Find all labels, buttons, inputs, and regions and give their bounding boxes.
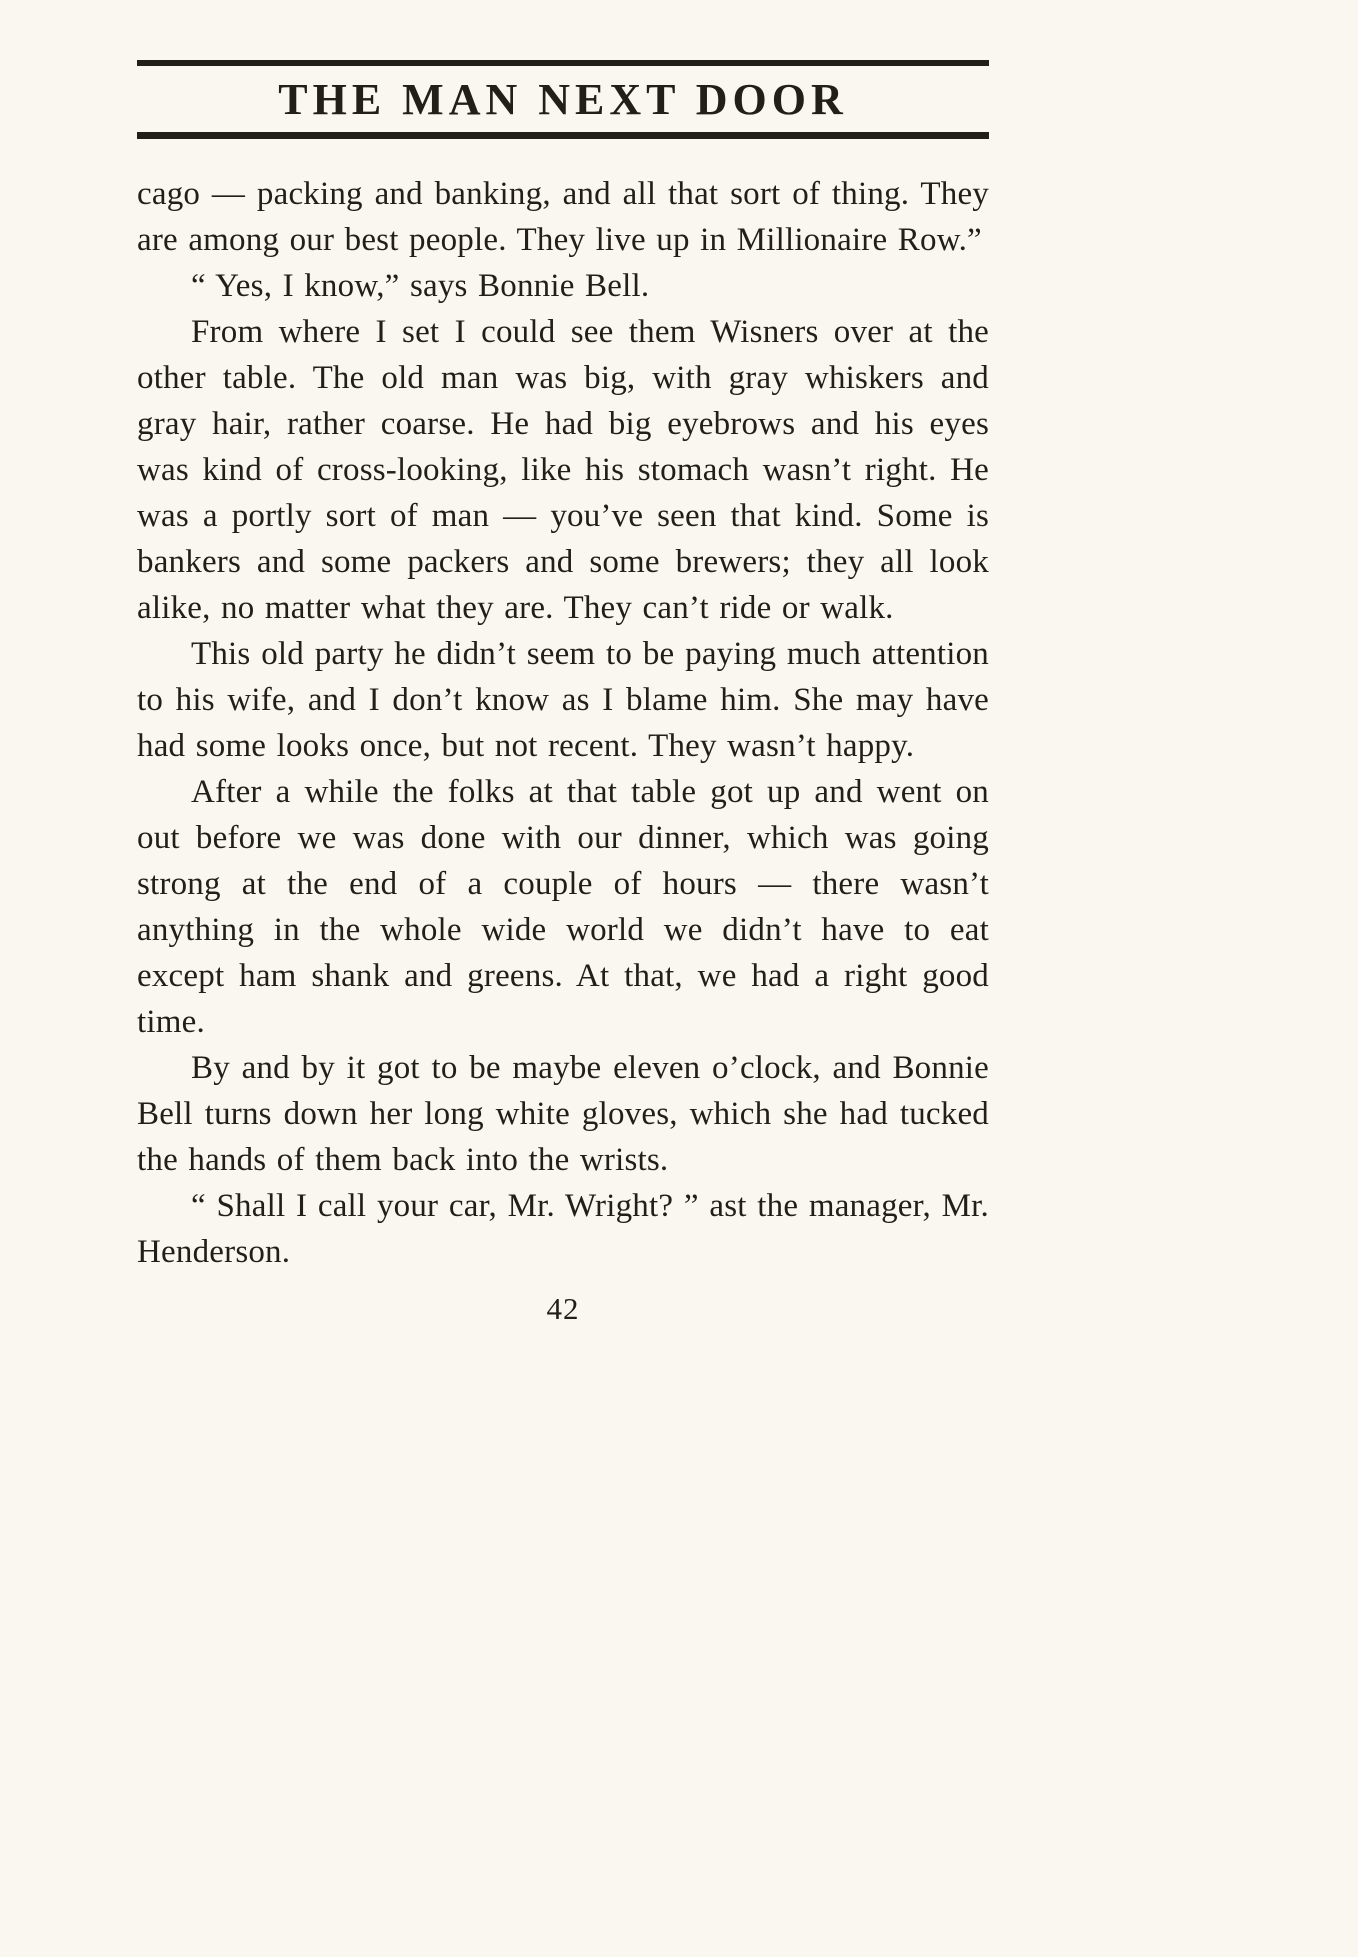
page-content: [137, 60, 989, 1327]
paragraph: “ Yes, I know,” says Bonnie Bell.: [191, 268, 650, 304]
paragraph: “ Shall I call your car, Mr. Wright? ” ast the manager, Mr. Henderson.: [137, 1188, 989, 1270]
body-text: [137, 171, 989, 1275]
paragraph: From where I set I could see them Wisners over at the other table. The old man was big, with gray whiskers and gray hair, rather coarse. He had big eyebrows and his eyes was kind of cross-looking, like his stomach wasn’t right. He was a portly sort of man — you’ve seen that kind. Some is bankers and some packers and some brewers; they all look alike, no matter what they are. They can’t ride or walk.: [137, 314, 989, 626]
page-title: THE MAN NEXT DOOR: [278, 75, 848, 124]
paragraph: After a while the folks at that table got up and went on out before we was done with our dinner, which was going strong at the end of a couple of hours — there wasn’t anything in the whole wide world we didn’t have to eat except ham shank and greens. At that, we had a right good time.: [137, 774, 989, 1040]
page-footer: [137, 1291, 989, 1327]
paragraph: cago — packing and banking, and all that sort of thing. They are among our best people. They live up in Millionaire Row.”: [137, 176, 989, 258]
page-number: 42: [546, 1291, 580, 1326]
page-header: [137, 60, 989, 139]
paragraph: This old party he didn’t seem to be paying much attention to his wife, and I don’t know as I blame him. She may have had some looks once, but not recent. They wasn’t happy.: [137, 636, 989, 764]
header-rule-bottom: [137, 132, 989, 139]
paragraph: By and by it got to be maybe eleven o’clock, and Bonnie Bell turns down her long white gloves, which she had tucked the hands of them back into the wrists.: [137, 1050, 989, 1178]
